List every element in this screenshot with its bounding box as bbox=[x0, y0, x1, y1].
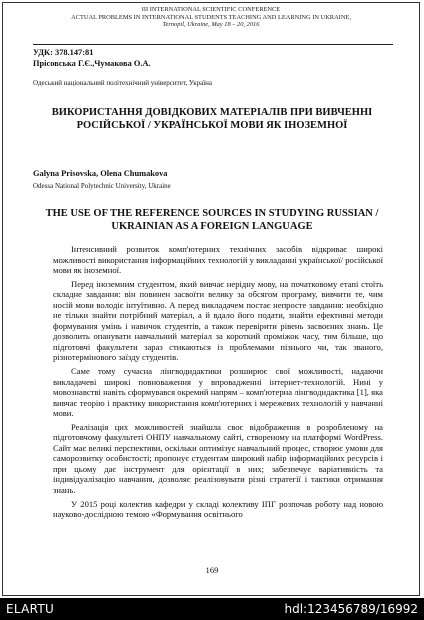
title-english: THE USE OF THE REFERENCE SOURCES IN STUDYING RUSSIAN / UKRAINIAN AS A FOREIGN LANGUAGE bbox=[45, 208, 379, 232]
conference-title: III INTERNATIONAL SCIENTIFIC CONFERENCE bbox=[141, 6, 281, 13]
paper-page bbox=[2, 2, 420, 29]
handle-identifier[interactable]: hdl:123456789/16992 bbox=[284, 602, 418, 616]
affiliation-ukrainian: Одеський національний політехнічний університет, Україна bbox=[33, 79, 213, 87]
article-body bbox=[53, 244, 383, 520]
authors-ukrainian: Пріcовська Г.Є.,Чумакова О.А. bbox=[33, 59, 151, 68]
repository-name: ELARTU bbox=[6, 602, 55, 616]
conference-header bbox=[2, 6, 420, 29]
paragraph: Інтенсивний розвиток комп'ютерних технічних засобів відкриває широкі можливості використання інформаційних технологій у викладанні української/ російської мови як іноземної. bbox=[53, 244, 383, 276]
udk-code: УДК: 378.147:81 bbox=[33, 48, 94, 57]
conference-place-date: Ternopil, Ukraine, May 18 – 20, 2016 bbox=[162, 21, 260, 29]
title-ukrainian: ВИКОРИСТАННЯ ДОВІДКОВИХ МАТЕРІАЛІВ ПРИ ВИВЧЕННІ РОСІЙСЬКОЇ / УКРАЇНСЬКОЇ МОВИ ЯК ІНОЗЕМНОЇ bbox=[51, 107, 373, 131]
conference-subtitle: ACTUAL PROBLEMS IN INTERNATIONAL STUDENTS TEACHING AND LEARNING IN UKRAINE, bbox=[71, 13, 351, 21]
header-rule bbox=[33, 44, 393, 45]
page-number: 169 bbox=[205, 565, 219, 575]
paragraph: Реалізація цих можливостей знайшла своє відображення в розробленому на підготовчому факультеті ОНПУ навчальному сайті, створеному на платформі WordPress. Сайт має великі перспективи, оскільки оптимізує навчальний процес, створює умови для саморозвитку особистості; пропонує студентам широкий набір інформаційних ресурсів і при цьому дає інструмент для орієнтації в них; забезпечує варіативність та індивідуалізацію навчання, дозволяє реалізовувати різні стратегії і тактики отримання знань. bbox=[53, 421, 383, 496]
paragraph: У 2015 році колектив кафедри у складі колективу ІПГ розпочав роботу над новою науково-дослідною темою «Формування освітнього bbox=[53, 498, 383, 520]
authors-english: Galyna Prisovska, Olena Chumakova bbox=[33, 169, 168, 178]
paragraph: Саме тому сучасна лінгводидактики розширює свої можливості, надаючи викладачеві широкі повноваження у впровадженні інтернет-технологій. Нині у мовознавстві навіть сформувався окремий напрям – комп'ютерна лінгводидактика [1], яка вивчає теорію і практику використання комп'ютерних і мережевих технологій у навчанні мови. bbox=[53, 366, 383, 419]
affiliation-english: Odessa National Polytechnic University, Ukraine bbox=[33, 182, 171, 190]
paragraph: Перед іноземним студентом, який вивчає нерідну мову, на початковому етапі стоїть складне завдання: він повинен засвоїти велику за обсягом програму, вивчити те, чим носій мови володіє інтуїтивно. А перед викладачем постає непросте завдання: необхідно не тільки знайти потрібний матеріал, а й вдало його подати, знайти ефективні методи формування умінь і навичок студентів, а також перевірити рівень засвоєних знань. Це дозволить опанувати навчальний матеріал за короткий проміжок часу, тим більше, що підготовчі факультети зараз стикаються із проблемами пізнього чи, так званого, різнотермінового заїзду студентів. bbox=[53, 278, 383, 363]
repository-footer-bar bbox=[0, 598, 424, 620]
